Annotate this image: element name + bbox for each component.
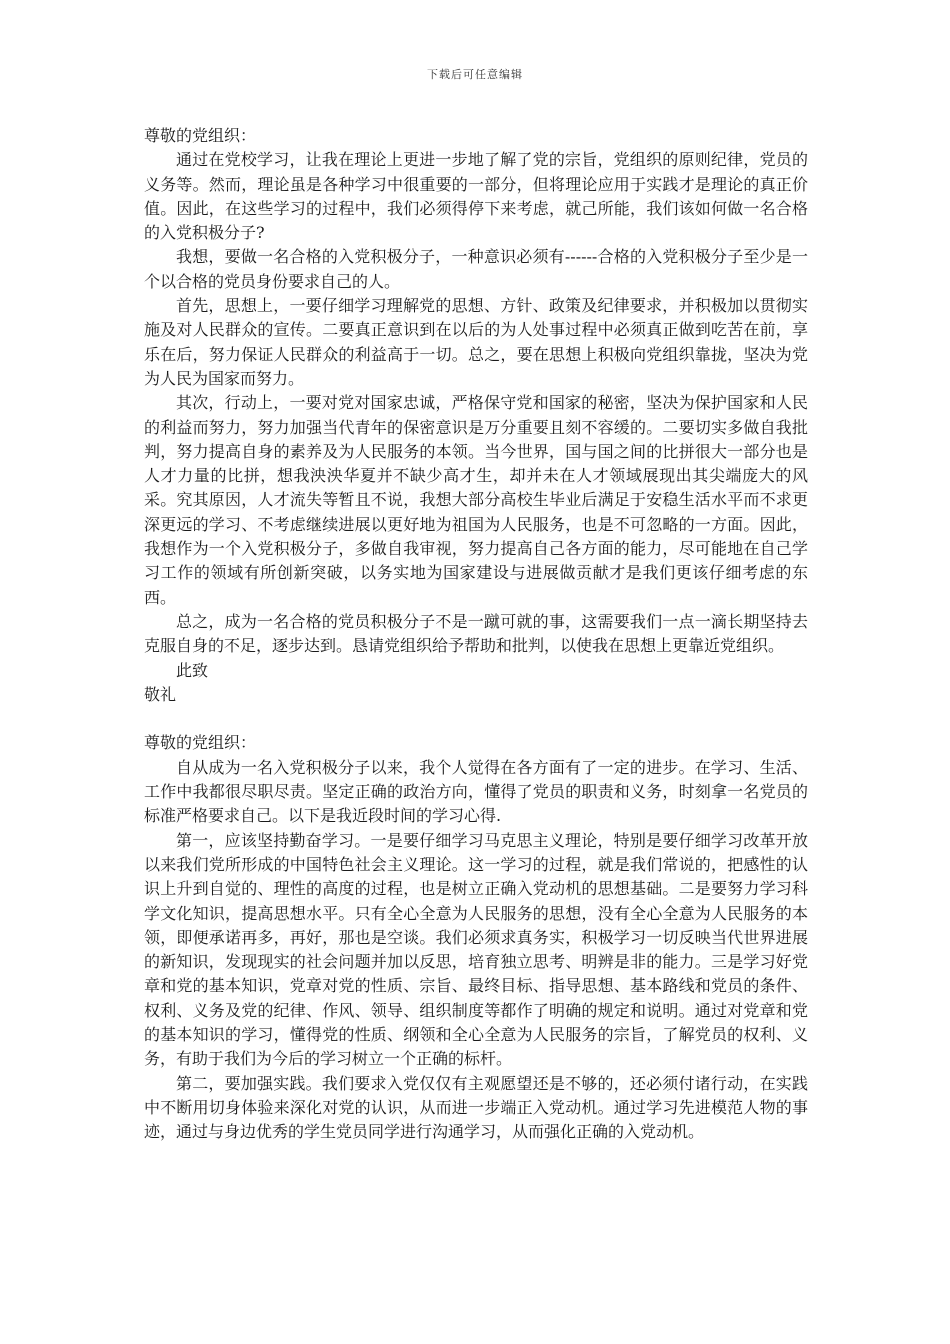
- letter2-paragraph-1: 自从成为一名入党积极分子以来，我个人觉得在各方面有了一定的进步。在学习、生活、工作中我都很尽职尽责。坚定正确的政治方向，懂得了党员的职责和义务，时刻拿一名党员的标准严格要求自己。以下是我近段时间的学习心得.: [144, 757, 808, 826]
- letter1-closing-cizhi: 此致: [176, 660, 209, 680]
- document-body: [144, 124, 808, 1144]
- letter-separator: [144, 707, 808, 731]
- letter1-paragraph-1: 通过在党校学习，让我在理论上更进一步地了解了党的宗旨，党组织的原则纪律，党员的义务等。然而，理论虽是各种学习中很重要的一部分，但将理论应用于实践才是理论的真正价值。因此，在这些学习的过程中，我们必须得停下来考虑，就己所能，我们该如何做一名合格的入党积极分子?: [144, 150, 808, 243]
- letter2-paragraph-2: 第一，应该坚持勤奋学习。一是要仔细学习马克思主义理论，特别是要仔细学习改革开放以来我们党所形成的中国特色社会主义理论。这一学习的过程，就是我们常说的，把感性的认识上升到自觉的、理性的高度的过程，也是树立正确入党动机的思想基础。二是要努力学习科学文化知识，提高思想水平。只有全心全意为人民服务的思想，没有全心全意为人民服务的本领，即便承诺再多，再好，那也是空谈。我们必须求真务实，积极学习一切反映当代世界进展的新知识，发现现实的社会问题并加以反思，培育独立思考、明辨是非的能力。三是学习好党章和党的基本知识，党章对党的性质、宗旨、最终目标、指导思想、基本路线和党员的条件、权利、义务及党的纪律、作风、领导、组织制度等都作了明确的规定和说明。通过对党章和党的基本知识的学习，懂得党的性质、纲领和全心全意为人民服务的宗旨，了解党员的权利、义务，有助于我们为今后的学习树立一个正确的标杆。: [144, 830, 808, 1069]
- page-header-note: 下载后可任意编辑: [427, 68, 523, 81]
- letter2-salutation: 尊敬的党组织：: [144, 733, 257, 753]
- letter1-paragraph-4: 其次，行动上，一要对党对国家忠诚，严格保守党和国家的秘密，坚决为保护国家和人民的利益而努力，努力加强当代青年的保密意识是万分重要且刻不容缓的。二要切实多做自我批判，努力提高自身的素养及为人民服务的本领。当今世界，国与国之间的比拼很大一部分也是人才力量的比拼，想我泱泱华夏并不缺少高才生，却并未在人才领域展现出其尖端庞大的风采。究其原因，人才流失等暂且不说，我想大部分高校生毕业后满足于安稳生活水平而不求更深更远的学习、不考虑继续进展以更好地为祖国为人民服务，也是不可忽略的一方面。因此，我想作为一个入党积极分子，多做自我审视，努力提高自己各方面的能力，尽可能地在自己学习工作的领域有所创新突破，以务实地为国家建设与进展做贡献才是我们更该仔细考虑的东西。: [144, 393, 808, 607]
- letter1-paragraph-2: 我想，要做一名合格的入党积极分子，一种意识必须有------合格的入党积极分子至少是一个以合格的党员身份要求自己的人。: [144, 247, 808, 291]
- letter1-salutation: 尊敬的党组织：: [144, 126, 257, 145]
- letter2-paragraph-3: 第二，要加强实践。我们要求入党仅仅有主观愿望还是不够的，还必须付诸行动，在实践中不断用切身体验来深化对党的认识，从而进一步端正入党动机。通过学习先进模范人物的事迹，通过与身边优秀的学生党员同学进行沟通学习，从而强化正确的入党动机。: [144, 1073, 808, 1142]
- letter1-closing-jingli: 敬礼: [144, 684, 177, 704]
- letter1-paragraph-3: 首先，思想上，一要仔细学习理解党的思想、方针、政策及纪律要求，并积极加以贯彻实施及对人民群众的宣传。二要真正意识到在以后的为人处事过程中必须真正做到吃苦在前，享乐在后，努力保证人民群众的利益高于一切。总之，要在思想上积极向党组织靠拢，坚决为党为人民为国家而努力。: [144, 296, 808, 388]
- letter1-paragraph-5: 总之，成为一名合格的党员积极分子不是一蹴可就的事，这需要我们一点一滴长期坚持去克服自身的不足，逐步达到。恳请党组织给予帮助和批判，以使我在思想上更靠近党组织。: [144, 611, 808, 656]
